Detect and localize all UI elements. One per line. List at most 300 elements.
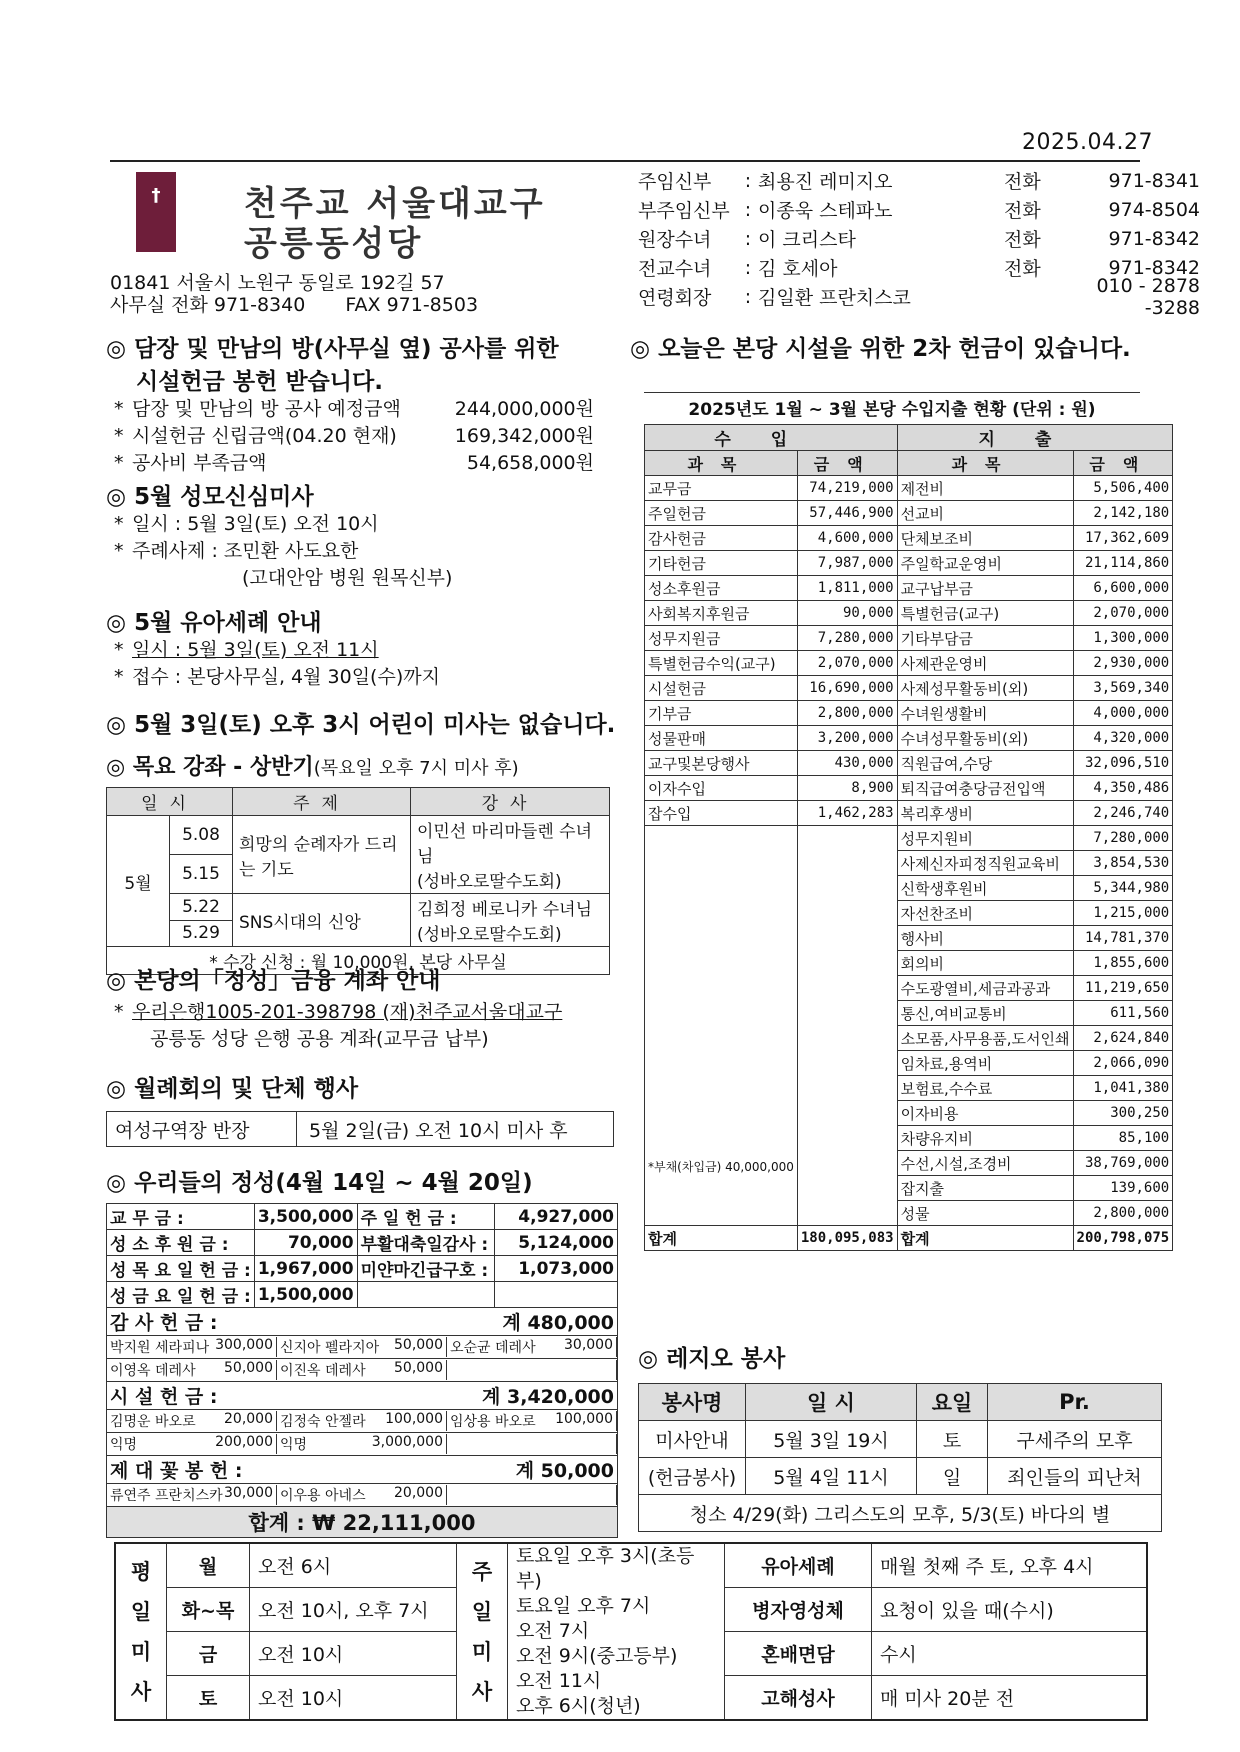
expense-amount: 2,930,000 bbox=[1073, 651, 1173, 676]
lecture-subtitle: (목요일 오후 7시 미사 후) bbox=[313, 758, 519, 779]
donation-label: 감 사 헌 금 : bbox=[110, 1312, 218, 1334]
expense-item: 사제신자피정직원교육비 bbox=[897, 851, 1073, 876]
finance-row bbox=[645, 476, 1173, 501]
income-amount: 8,900 bbox=[797, 776, 897, 801]
donor-amount: 100,000 bbox=[385, 1411, 443, 1427]
expense-amount: 139,600 bbox=[1073, 1176, 1173, 1201]
sunday-mass-time: 토요일 오후 3시(초등부) bbox=[516, 1545, 695, 1592]
expense-amount: 1,215,000 bbox=[1073, 901, 1173, 926]
legio-praesidium: 구세주의 모후 bbox=[988, 1421, 1162, 1458]
sunday-mass-time: 오전 9시(중고등부) bbox=[516, 1645, 678, 1667]
staff-phone: 971-8342 bbox=[1108, 256, 1200, 279]
staff-role: 주임신부 bbox=[638, 171, 712, 193]
finance-header-row bbox=[645, 425, 1173, 451]
finance-table bbox=[644, 424, 1173, 1251]
mary-mass-celebrant: 주례사제 : 조민환 사도요한 bbox=[132, 540, 359, 562]
archdiocese-name: 천주교 서울대교구 bbox=[244, 184, 546, 224]
donor-amount: 300,000 bbox=[215, 1337, 273, 1353]
income-total: 180,095,083 bbox=[797, 1226, 897, 1251]
expense-column-header: 금액 bbox=[1073, 451, 1173, 476]
offering-row bbox=[107, 1230, 618, 1256]
donor-name: 김명운 바오로 bbox=[110, 1414, 196, 1430]
sacrament-schedule: 요청이 있을 때(수시) bbox=[872, 1587, 1148, 1631]
sacrament-name: 고해성사 bbox=[725, 1676, 872, 1720]
construction-item bbox=[114, 423, 616, 450]
donor-name: 류연주 프란치스카 bbox=[110, 1488, 223, 1504]
staff-name: 최용진 레미지오 bbox=[758, 171, 893, 193]
mary-mass-time: 일시 : 5월 3일(토) 오전 10시 bbox=[132, 513, 379, 535]
grand-total-row bbox=[107, 1507, 618, 1538]
bullet: * bbox=[114, 452, 124, 474]
offering-label: 성 목 요 일 헌 금 : bbox=[107, 1256, 255, 1282]
income-item: 이자수입 bbox=[645, 776, 798, 801]
second-collection-notice bbox=[630, 330, 1140, 363]
staff-phone: 974-8504 bbox=[1108, 198, 1200, 221]
expense-item: 교구납부금 bbox=[897, 576, 1073, 601]
offering-amount: 1,967,000 bbox=[254, 1256, 357, 1282]
offerings-table bbox=[106, 1203, 618, 1538]
offering-amount: 70,000 bbox=[254, 1230, 357, 1256]
offerings-title: ◎ 우리들의 정성(4월 14일 ~ 4월 20일) bbox=[106, 1170, 533, 1196]
staff-tel-label: 전화 bbox=[1004, 200, 1041, 222]
finance-row bbox=[645, 701, 1173, 726]
expense-amount: 6,600,000 bbox=[1073, 576, 1173, 601]
legio-table bbox=[638, 1383, 1162, 1532]
meeting-group: 여성구역장 반장 bbox=[107, 1112, 297, 1147]
staff-row bbox=[638, 274, 1200, 319]
donor-name: 김정숙 안젤라 bbox=[280, 1414, 366, 1430]
expense-amount: 2,246,740 bbox=[1073, 801, 1173, 826]
construction-notice bbox=[106, 330, 616, 477]
baptism-time: 일시 : 5월 3일(토) 오전 11시 bbox=[132, 639, 379, 661]
bulletin-date: 2025.04.27 bbox=[1022, 130, 1153, 155]
finance-row bbox=[645, 826, 1173, 851]
donation-header bbox=[107, 1308, 618, 1336]
children-mass-text: ◎ 5월 3일(토) 오후 3시 어린이 미사는 없습니다. bbox=[106, 712, 616, 738]
weekday-mass-day: 금 bbox=[167, 1632, 250, 1676]
offering-row bbox=[107, 1204, 618, 1230]
donation-total: 계 3,420,000 bbox=[482, 1386, 614, 1408]
speaker-order: (성바오로딸수도회) bbox=[417, 872, 562, 892]
lecture-topic: 희망의 순례자가 드리는 기도 bbox=[233, 816, 411, 894]
offering-row bbox=[107, 1282, 618, 1308]
expense-item: 이자비용 bbox=[897, 1101, 1073, 1126]
expense-amount: 2,066,090 bbox=[1073, 1051, 1173, 1076]
account-section: ◎ 본당의「정성」금융 계좌 안내 * 우리은행1005-201-398798 (재)천주교서울대교구 공릉동 성당 은행 공용 계좌(교무금 납부) bbox=[106, 962, 626, 1053]
legio-service-name: (헌금봉사) bbox=[639, 1458, 746, 1495]
finance-row bbox=[645, 601, 1173, 626]
meeting-title: ◎ 월례회의 및 단체 행사 bbox=[106, 1076, 359, 1102]
offering-amount: 1,500,000 bbox=[254, 1282, 357, 1308]
expense-amount: 1,041,380 bbox=[1073, 1076, 1173, 1101]
income-item: 잡수입 bbox=[645, 801, 798, 826]
income-amount: 74,219,000 bbox=[797, 476, 897, 501]
baptism-title: ◎ 5월 유아세례 안내 bbox=[106, 610, 322, 636]
construction-label: 공사비 부족금액 bbox=[132, 452, 267, 474]
income-amount: 57,446,900 bbox=[797, 501, 897, 526]
mary-mass-celebrant-note: (고대안암 병원 원목신부) bbox=[242, 567, 453, 589]
expense-total-label: 합계 bbox=[897, 1226, 1073, 1251]
weekday-mass-time: 오전 10시 bbox=[250, 1632, 457, 1676]
account-title: ◎ 본당의「정성」금융 계좌 안내 bbox=[106, 968, 441, 994]
sunday-mass-time: 오전 11시 bbox=[516, 1670, 602, 1692]
finance-row bbox=[645, 751, 1173, 776]
staff-role: 연령회장 bbox=[638, 287, 712, 309]
finance-row bbox=[645, 801, 1173, 826]
office-phone: 사무실 전화 971-8340 bbox=[110, 294, 306, 316]
weekday-mass-day: 토 bbox=[167, 1676, 250, 1720]
finance-row bbox=[645, 726, 1173, 751]
expense-amount: 4,000,000 bbox=[1073, 701, 1173, 726]
staff-row bbox=[638, 195, 1200, 224]
expense-item: 회의비 bbox=[897, 951, 1073, 976]
sacrament-name: 혼배면담 bbox=[725, 1632, 872, 1676]
construction-amount: 54,658,000원 bbox=[466, 452, 594, 474]
finance-row bbox=[645, 551, 1173, 576]
debt-note: *부채(차입금) 40,000,000 bbox=[645, 826, 798, 1226]
finance-total-row bbox=[645, 1226, 1173, 1251]
offering-label: 성 소 후 원 금 : bbox=[107, 1230, 255, 1256]
staff-name: 김일환 프란치스코 bbox=[758, 287, 911, 309]
donor-amount: 30,000 bbox=[564, 1337, 613, 1353]
meeting-table bbox=[106, 1111, 614, 1147]
income-total-label: 합계 bbox=[645, 1226, 798, 1251]
construction-title-2: 시설헌금 봉헌 받습니다. bbox=[136, 369, 383, 395]
donor-amount: 20,000 bbox=[394, 1485, 443, 1501]
expense-amount: 11,219,650 bbox=[1073, 976, 1173, 1001]
offering-label: 부활대축일감사 : bbox=[357, 1230, 494, 1256]
offering-amount bbox=[494, 1282, 617, 1308]
lecture-header-date: 일시 bbox=[107, 788, 233, 816]
staff-tel-label: 전화 bbox=[1004, 229, 1041, 251]
baptism-registration: 접수 : 본당사무실, 4월 30일(수)까지 bbox=[132, 666, 440, 688]
legio-weekday: 일 bbox=[917, 1458, 988, 1495]
income-empty bbox=[797, 826, 897, 1226]
lecture-footer: * 수강 신청 : 월 10,000원, 본당 사무실 bbox=[107, 947, 610, 975]
church-logo bbox=[136, 172, 176, 252]
donation-header-row bbox=[107, 1308, 618, 1336]
legio-weekday: 토 bbox=[917, 1421, 988, 1458]
baptism-section: ◎ 5월 유아세례 안내 * 일시 : 5월 3일(토) 오전 11시 * 접수 : 본당사무실, 4월 30일(수)까지 bbox=[106, 604, 616, 691]
income-item: 성무지원금 bbox=[645, 626, 798, 651]
speaker-name: 이민선 마리마들렌 수녀님 bbox=[417, 822, 593, 867]
offering-label: 주 일 헌 금 : bbox=[357, 1204, 494, 1230]
income-item: 특별헌금수익(교구) bbox=[645, 651, 798, 676]
lecture-header-speaker: 강사 bbox=[411, 788, 610, 816]
bullet: * bbox=[114, 398, 124, 420]
expense-amount: 2,070,000 bbox=[1073, 601, 1173, 626]
bullet: * bbox=[114, 425, 124, 447]
speaker-order: (성바오로딸수도회) bbox=[417, 925, 562, 945]
parish-name: 공릉동성당 bbox=[244, 224, 424, 264]
weekday-mass-time: 오전 6시 bbox=[250, 1543, 457, 1587]
construction-label: 담장 및 만남의 방 공사 예정금액 bbox=[132, 398, 401, 420]
lecture-speaker bbox=[411, 816, 610, 894]
income-amount: 1,811,000 bbox=[797, 576, 897, 601]
expense-item: 수녀원생활비 bbox=[897, 701, 1073, 726]
expense-amount: 38,769,000 bbox=[1073, 1151, 1173, 1176]
expense-item: 수도광열비,세금과공과 bbox=[897, 976, 1073, 1001]
finance-section bbox=[644, 392, 1170, 1251]
expense-amount: 5,506,400 bbox=[1073, 476, 1173, 501]
legio-section bbox=[638, 1340, 1158, 1532]
children-mass-notice bbox=[106, 706, 626, 739]
donor-amount: 50,000 bbox=[224, 1360, 273, 1376]
donor-row bbox=[107, 1410, 618, 1433]
staff-tel-label: 전화 bbox=[1004, 258, 1041, 280]
staff-name: 이 크리스타 bbox=[758, 229, 856, 251]
offering-amount: 5,124,000 bbox=[494, 1230, 617, 1256]
staff-separator: : bbox=[744, 285, 752, 308]
weekday-mass-label bbox=[115, 1543, 167, 1720]
legio-cleaning: 청소 4/29(화) 그리스도의 모후, 5/3(토) 바다의 별 bbox=[639, 1495, 1162, 1532]
address-line: 01841 서울시 노원구 동일로 192길 57 bbox=[110, 272, 445, 294]
lecture-date: 5.22 bbox=[170, 894, 233, 921]
finance-subheader-row bbox=[645, 451, 1173, 476]
mass-schedule bbox=[114, 1542, 1148, 1721]
donation-header bbox=[107, 1382, 618, 1410]
expense-total: 200,798,075 bbox=[1073, 1226, 1173, 1251]
legio-praesidium: 죄인들의 피난처 bbox=[988, 1458, 1162, 1495]
donation-header-row bbox=[107, 1456, 618, 1484]
expense-amount: 85,100 bbox=[1073, 1126, 1173, 1151]
expense-item: 수녀성무활동비(외) bbox=[897, 726, 1073, 751]
donor-name: 박지원 세라피나 bbox=[110, 1340, 210, 1356]
finance-row bbox=[645, 526, 1173, 551]
expense-amount: 3,569,340 bbox=[1073, 676, 1173, 701]
account-note: 공릉동 성당 은행 공용 계좌(교무금 납부) bbox=[150, 1028, 489, 1050]
expense-header: 지출 bbox=[897, 425, 1173, 451]
donor-row bbox=[107, 1359, 618, 1382]
lecture-month: 5월 bbox=[107, 816, 170, 947]
staff-name: 김 호세아 bbox=[758, 258, 838, 280]
expense-item: 소모품,사무용품,도서인쇄 bbox=[897, 1026, 1073, 1051]
sacrament-schedule: 매 미사 20분 전 bbox=[872, 1676, 1148, 1720]
legio-service-name: 미사안내 bbox=[639, 1421, 746, 1458]
income-amount: 1,462,283 bbox=[797, 801, 897, 826]
income-item: 기부금 bbox=[645, 701, 798, 726]
sacrament-name: 유아세례 bbox=[725, 1543, 872, 1587]
donor-amount: 50,000 bbox=[394, 1360, 443, 1376]
finance-row bbox=[645, 626, 1173, 651]
lecture-title: ◎ 목요 강좌 - 상반기 bbox=[106, 755, 314, 780]
income-item: 사회복지후원금 bbox=[645, 601, 798, 626]
expense-item: 제전비 bbox=[897, 476, 1073, 501]
weekday-mass-time: 오전 10시 bbox=[250, 1676, 457, 1720]
expense-item: 특별헌금(교구) bbox=[897, 601, 1073, 626]
finance-row bbox=[645, 776, 1173, 801]
lecture-header-topic: 주제 bbox=[233, 788, 411, 816]
meeting-time: 5월 2일(금) 오전 10시 미사 후 bbox=[297, 1112, 614, 1147]
staff-row bbox=[638, 166, 1200, 195]
offering-label: 미얀마긴급구호 : bbox=[357, 1256, 494, 1282]
expense-amount: 4,350,486 bbox=[1073, 776, 1173, 801]
expense-item: 사제성무활동비(외) bbox=[897, 676, 1073, 701]
expense-amount: 1,300,000 bbox=[1073, 626, 1173, 651]
expense-item: 잡지출 bbox=[897, 1176, 1073, 1201]
staff-separator: : bbox=[744, 198, 752, 221]
expense-amount: 7,280,000 bbox=[1073, 826, 1173, 851]
legio-header: 요일 bbox=[917, 1384, 988, 1421]
staff-phone: 010 - 2878 -3288 bbox=[1096, 274, 1200, 319]
staff-separator: : bbox=[744, 256, 752, 279]
donor-amount: 50,000 bbox=[394, 1337, 443, 1353]
sacrament-schedule: 수시 bbox=[872, 1632, 1148, 1676]
donor-name: 신지아 펠라지아 bbox=[280, 1340, 380, 1356]
expense-item: 보험료,수수료 bbox=[897, 1076, 1073, 1101]
mary-mass-section: ◎ 5월 성모신심미사 * 일시 : 5월 3일(토) 오전 10시 * 주례사제 : 조민환 사도요한 (고대안암 병원 원목신부) bbox=[106, 478, 616, 592]
expense-amount: 2,624,840 bbox=[1073, 1026, 1173, 1051]
construction-amount: 244,000,000원 bbox=[454, 398, 594, 420]
expense-amount: 300,250 bbox=[1073, 1101, 1173, 1126]
lecture-date: 5.29 bbox=[170, 920, 233, 947]
income-amount: 430,000 bbox=[797, 751, 897, 776]
office-fax: FAX 971-8503 bbox=[345, 294, 479, 316]
expense-item: 성물 bbox=[897, 1201, 1073, 1226]
staff-directory bbox=[638, 166, 1200, 319]
expense-amount: 17,362,609 bbox=[1073, 526, 1173, 551]
lecture-speaker bbox=[411, 894, 610, 947]
income-column-header: 금액 bbox=[797, 451, 897, 476]
donor-amount: 3,000,000 bbox=[371, 1434, 443, 1450]
income-item: 교무금 bbox=[645, 476, 798, 501]
expense-amount: 21,114,860 bbox=[1073, 551, 1173, 576]
donation-label: 제 대 꽃 봉 헌 : bbox=[110, 1460, 243, 1482]
staff-role: 원장수녀 bbox=[638, 229, 712, 251]
account-number: 우리은행1005-201-398798 (재)천주교서울대교구 bbox=[132, 1001, 563, 1023]
lecture-topic: SNS시대의 신앙 bbox=[233, 894, 411, 947]
income-amount: 2,800,000 bbox=[797, 701, 897, 726]
weekday-mass-day: 화~목 bbox=[167, 1587, 250, 1631]
weekday-mass-label-text: 평일미사 bbox=[130, 1559, 152, 1704]
offering-amount: 3,500,000 bbox=[254, 1204, 357, 1230]
header-divider bbox=[110, 160, 1140, 162]
expense-item: 행사비 bbox=[897, 926, 1073, 951]
staff-separator: : bbox=[744, 227, 752, 250]
lecture-table bbox=[106, 787, 610, 975]
grand-total: 합계 : ₩ 22,111,000 bbox=[107, 1507, 618, 1538]
offering-row bbox=[107, 1256, 618, 1282]
donor-amount: 20,000 bbox=[224, 1411, 273, 1427]
income-item: 주일헌금 bbox=[645, 501, 798, 526]
donation-label: 시 설 헌 금 : bbox=[110, 1386, 218, 1408]
offering-amount: 1,073,000 bbox=[494, 1256, 617, 1282]
expense-item: 수선,시설,조경비 bbox=[897, 1151, 1073, 1176]
donor-name: 오순균 데레사 bbox=[450, 1340, 536, 1356]
expense-item: 선교비 bbox=[897, 501, 1073, 526]
finance-row bbox=[645, 576, 1173, 601]
donation-header-row bbox=[107, 1382, 618, 1410]
income-amount: 4,600,000 bbox=[797, 526, 897, 551]
expense-item: 퇴직급여충당금전입액 bbox=[897, 776, 1073, 801]
offering-amount: 4,927,000 bbox=[494, 1204, 617, 1230]
lecture-date: 5.08 bbox=[170, 816, 233, 855]
finance-row bbox=[645, 651, 1173, 676]
donor-row bbox=[107, 1336, 618, 1359]
income-amount: 16,690,000 bbox=[797, 676, 897, 701]
donor-name: 익명 bbox=[110, 1437, 138, 1453]
income-amount: 2,070,000 bbox=[797, 651, 897, 676]
expense-item: 사제관운영비 bbox=[897, 651, 1073, 676]
staff-tel-label: 전화 bbox=[1004, 171, 1041, 193]
income-column-header: 과목 bbox=[645, 451, 798, 476]
staff-role: 전교수녀 bbox=[638, 258, 712, 280]
staff-phone: 971-8342 bbox=[1108, 227, 1200, 250]
expense-amount: 2,800,000 bbox=[1073, 1201, 1173, 1226]
mass-row bbox=[115, 1543, 1147, 1587]
meeting-section bbox=[106, 1070, 626, 1147]
income-amount: 90,000 bbox=[797, 601, 897, 626]
legio-header: 봉사명 bbox=[639, 1384, 746, 1421]
legio-datetime: 5월 4일 11시 bbox=[746, 1458, 917, 1495]
income-item: 시설헌금 bbox=[645, 676, 798, 701]
legio-header: Pr. bbox=[988, 1384, 1162, 1421]
donor-name: 익명 bbox=[280, 1437, 308, 1453]
income-item: 기타헌금 bbox=[645, 551, 798, 576]
donation-header bbox=[107, 1456, 618, 1484]
expense-item: 단체보조비 bbox=[897, 526, 1073, 551]
donor-name: 이영옥 데레사 bbox=[110, 1363, 196, 1379]
speaker-name: 김희정 베로니카 수녀님 bbox=[417, 900, 593, 920]
expense-item: 자선찬조비 bbox=[897, 901, 1073, 926]
legio-datetime: 5월 3일 19시 bbox=[746, 1421, 917, 1458]
mary-mass-title: ◎ 5월 성모신심미사 bbox=[106, 484, 314, 510]
expense-amount: 2,142,180 bbox=[1073, 501, 1173, 526]
donor-row bbox=[107, 1433, 618, 1456]
sacrament-schedule: 매월 첫째 주 토, 오후 4시 bbox=[872, 1543, 1148, 1587]
staff-row bbox=[638, 224, 1200, 253]
expense-amount: 1,855,600 bbox=[1073, 951, 1173, 976]
sunday-mass-label bbox=[457, 1543, 508, 1720]
parish-address bbox=[110, 272, 478, 316]
expense-item: 차량유지비 bbox=[897, 1126, 1073, 1151]
income-amount: 7,280,000 bbox=[797, 626, 897, 651]
staff-separator: : bbox=[744, 169, 752, 192]
expense-amount: 611,560 bbox=[1073, 1001, 1173, 1026]
donation-total: 계 480,000 bbox=[502, 1312, 614, 1334]
expense-amount: 5,344,980 bbox=[1073, 876, 1173, 901]
legio-title: ◎ 레지오 봉사 bbox=[638, 1346, 786, 1372]
sunday-mass-time: 토요일 오후 7시 bbox=[516, 1595, 651, 1617]
donor-amount: 30,000 bbox=[224, 1485, 273, 1501]
income-item: 교구및본당행사 bbox=[645, 751, 798, 776]
expense-item: 통신,여비교통비 bbox=[897, 1001, 1073, 1026]
expense-item: 기타부담금 bbox=[897, 626, 1073, 651]
expense-item: 직원급여,수당 bbox=[897, 751, 1073, 776]
offering-label: 성 금 요 일 헌 금 : bbox=[107, 1282, 255, 1308]
sunday-mass-label-text: 주일미사 bbox=[471, 1559, 493, 1704]
construction-item bbox=[114, 396, 616, 423]
legio-header: 일 시 bbox=[746, 1384, 917, 1421]
donation-total: 계 50,000 bbox=[515, 1460, 614, 1482]
income-amount: 3,200,000 bbox=[797, 726, 897, 751]
lecture-section bbox=[106, 750, 626, 975]
second-collection-text: ◎ 오늘은 본당 시설을 위한 2차 헌금이 있습니다. bbox=[630, 336, 1131, 362]
finance-row bbox=[645, 676, 1173, 701]
weekday-mass-day: 월 bbox=[167, 1543, 250, 1587]
donor-name: 임상용 바오로 bbox=[450, 1414, 536, 1430]
donor-name: 이우용 아네스 bbox=[280, 1488, 366, 1504]
expense-item: 신학생후원비 bbox=[897, 876, 1073, 901]
finance-row bbox=[645, 501, 1173, 526]
sunday-mass-time: 오후 6시(청년) bbox=[516, 1695, 641, 1717]
expense-item: 임차료,용역비 bbox=[897, 1051, 1073, 1076]
mass-table bbox=[114, 1542, 1148, 1721]
sunday-mass-time: 오전 7시 bbox=[516, 1620, 590, 1642]
expense-item: 성무지원비 bbox=[897, 826, 1073, 851]
construction-item bbox=[114, 450, 616, 477]
income-header: 수입 bbox=[645, 425, 898, 451]
